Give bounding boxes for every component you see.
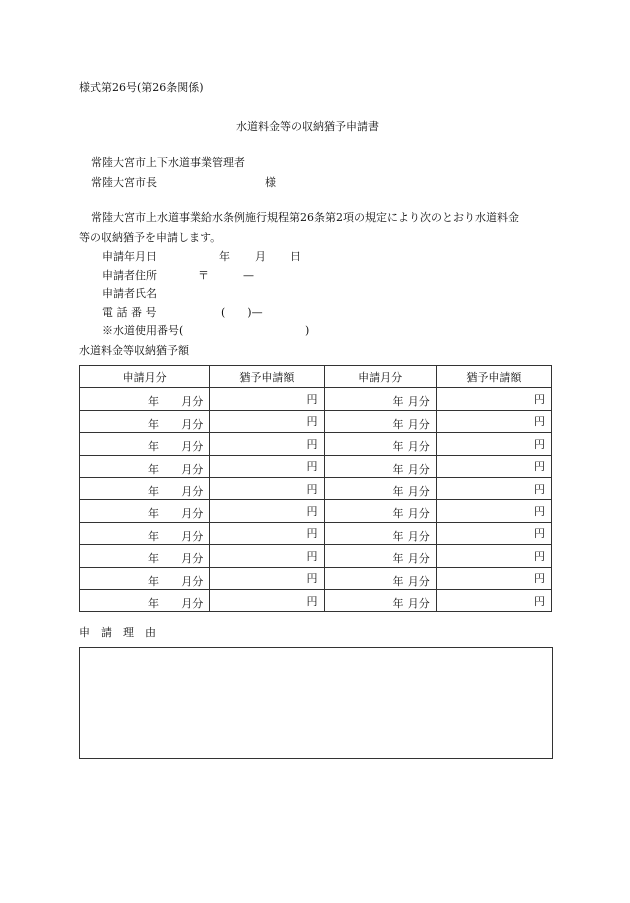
yen-unit: 円 — [534, 527, 545, 541]
year-unit: 年 — [392, 417, 404, 431]
amount-cell-right[interactable] — [436, 567, 551, 589]
amount-cell-left[interactable] — [210, 500, 324, 522]
amount-cell-left[interactable] — [210, 522, 324, 544]
month-cell-right[interactable] — [324, 388, 436, 410]
reason-label — [79, 627, 156, 638]
year-unit: 年 — [392, 395, 404, 409]
month-cell-left[interactable] — [80, 500, 210, 522]
addressee-honorific: 様 — [265, 176, 276, 189]
phone-format: ( )— — [221, 306, 263, 319]
yen-unit: 円 — [306, 460, 318, 474]
yen-unit: 円 — [534, 594, 545, 608]
year-unit: 年 — [392, 529, 404, 543]
year-unit: 年 — [148, 574, 159, 588]
month-cell-right[interactable] — [324, 477, 436, 499]
amount-cell-left[interactable] — [210, 477, 324, 499]
month-unit: 月分 — [407, 484, 430, 498]
month-cell-right[interactable] — [324, 522, 436, 544]
year-unit: 年 — [392, 462, 404, 476]
yen-unit: 円 — [306, 482, 318, 496]
table-row — [80, 522, 552, 544]
amount-cell-left[interactable] — [210, 388, 324, 410]
month-unit: 月分 — [181, 395, 204, 409]
amount-cell-right[interactable] — [436, 522, 551, 544]
month-unit: 月分 — [181, 529, 204, 543]
month-unit: 月分 — [181, 552, 204, 566]
header-month-left: 申請月分 — [80, 366, 210, 388]
month-unit: 月分 — [181, 507, 204, 521]
yen-unit: 円 — [306, 549, 318, 563]
amount-cell-left[interactable] — [210, 545, 324, 567]
yen-unit: 円 — [534, 572, 545, 586]
year-unit: 年 — [392, 440, 404, 454]
year-unit: 年 — [392, 552, 404, 566]
table-row — [80, 545, 552, 567]
yen-unit: 円 — [306, 594, 318, 608]
yen-unit: 円 — [534, 415, 545, 429]
month-cell-left[interactable] — [80, 477, 210, 499]
date-year: 年 — [219, 250, 230, 263]
month-cell-right[interactable] — [324, 589, 436, 611]
form-number: 様式第26号(第26条関係) — [79, 81, 204, 94]
month-unit: 月分 — [407, 529, 430, 543]
yen-unit: 円 — [534, 505, 545, 519]
amount-cell-right[interactable] — [436, 433, 551, 455]
yen-unit: 円 — [306, 415, 318, 429]
month-unit: 月分 — [181, 462, 204, 476]
table-row — [80, 477, 552, 499]
amount-cell-left[interactable] — [210, 433, 324, 455]
month-unit: 月分 — [407, 507, 430, 521]
month-unit: 月分 — [181, 440, 204, 454]
phone-label: 電 話 番 号 — [102, 306, 157, 319]
year-unit: 年 — [148, 395, 159, 409]
month-unit: 月分 — [407, 395, 430, 409]
month-cell-left[interactable] — [80, 388, 210, 410]
year-unit: 年 — [392, 596, 404, 610]
month-cell-left[interactable] — [80, 522, 210, 544]
yen-unit: 円 — [306, 393, 318, 407]
year-unit: 年 — [148, 552, 159, 566]
header-amount-left: 猶予申請額 — [210, 366, 324, 388]
yen-unit: 円 — [306, 437, 318, 451]
header-month-right: 申請月分 — [324, 366, 436, 388]
name-label: 申請者氏名 — [102, 287, 157, 300]
reason-box[interactable] — [79, 647, 553, 759]
yen-unit: 円 — [306, 572, 318, 586]
date-month: 月 — [255, 250, 266, 263]
year-unit: 年 — [148, 440, 159, 454]
water-number-label: ※水道使用番号( — [102, 324, 184, 337]
table-row — [80, 433, 552, 455]
year-unit: 年 — [148, 529, 159, 543]
yen-unit: 円 — [534, 482, 545, 496]
address-label: 申請者住所 — [102, 269, 157, 282]
month-cell-left[interactable] — [80, 589, 210, 611]
body-text-line-2: 等の収納猶予を申請します。 — [79, 231, 222, 244]
table-row — [80, 500, 552, 522]
amount-cell-right[interactable] — [436, 455, 551, 477]
month-unit: 月分 — [407, 596, 430, 610]
table-row — [80, 455, 552, 477]
amount-cell-right[interactable] — [436, 410, 551, 432]
body-text-line-1: 常陸大宮市上水道事業給水条例施行規程第26条第2項の規定により次のとおり水道料金 — [91, 211, 519, 224]
table-row — [80, 410, 552, 432]
deferral-table — [79, 365, 552, 612]
table-row — [80, 388, 552, 410]
month-cell-right[interactable] — [324, 567, 436, 589]
month-cell-right[interactable] — [324, 410, 436, 432]
month-unit: 月分 — [181, 596, 204, 610]
amount-cell-left[interactable] — [210, 589, 324, 611]
yen-unit: 円 — [534, 549, 545, 563]
table-body — [80, 388, 552, 612]
addressee-line-1: 常陸大宮市上下水道事業管理者 — [91, 156, 245, 169]
table-row — [80, 567, 552, 589]
table-row — [80, 589, 552, 611]
amount-cell-right[interactable] — [436, 589, 551, 611]
month-unit: 月分 — [181, 574, 204, 588]
month-cell-right[interactable] — [324, 500, 436, 522]
month-unit: 月分 — [407, 552, 430, 566]
yen-unit: 円 — [534, 393, 545, 407]
year-unit: 年 — [392, 507, 404, 521]
year-unit: 年 — [392, 574, 404, 588]
header-amount-right: 猶予申請額 — [436, 366, 551, 388]
amount-cell-left[interactable] — [210, 567, 324, 589]
yen-unit: 円 — [534, 460, 545, 474]
year-unit: 年 — [148, 417, 159, 431]
date-day: 日 — [290, 250, 301, 263]
yen-unit: 円 — [534, 437, 545, 451]
amount-cell-right[interactable] — [436, 477, 551, 499]
postal-mark: 〒 — [198, 269, 209, 282]
table-header-row — [80, 366, 552, 388]
amount-cell-right[interactable] — [436, 388, 551, 410]
reason-label-text: 申 請 理 由 — [79, 626, 156, 639]
month-cell-right[interactable] — [324, 455, 436, 477]
amount-cell-right[interactable] — [436, 545, 551, 567]
month-cell-left[interactable] — [80, 455, 210, 477]
year-unit: 年 — [148, 596, 159, 610]
month-unit: 月分 — [407, 417, 430, 431]
yen-unit: 円 — [306, 505, 318, 519]
amount-cell-right[interactable] — [436, 500, 551, 522]
month-cell-left[interactable] — [80, 567, 210, 589]
year-unit: 年 — [392, 484, 404, 498]
date-label: 申請年月日 — [102, 250, 157, 263]
amount-cell-left[interactable] — [210, 410, 324, 432]
month-unit: 月分 — [181, 484, 204, 498]
year-unit: 年 — [148, 462, 159, 476]
month-cell-right[interactable] — [324, 433, 436, 455]
month-unit: 月分 — [407, 440, 430, 454]
table-caption: 水道料金等収納猶予額 — [79, 344, 189, 357]
month-cell-left[interactable] — [80, 433, 210, 455]
form-title: 水道料金等の収納猶予申請書 — [236, 120, 379, 133]
month-unit: 月分 — [181, 417, 204, 431]
month-unit: 月分 — [407, 462, 430, 476]
month-unit: 月分 — [407, 574, 430, 588]
month-cell-right[interactable] — [324, 545, 436, 567]
postal-dash: — — [243, 269, 254, 282]
yen-unit: 円 — [306, 527, 318, 541]
month-cell-left[interactable] — [80, 410, 210, 432]
year-unit: 年 — [148, 484, 159, 498]
addressee-line-2: 常陸大宮市長 — [91, 176, 157, 189]
year-unit: 年 — [148, 507, 159, 521]
month-cell-left[interactable] — [80, 545, 210, 567]
amount-cell-left[interactable] — [210, 455, 324, 477]
water-number-close: ) — [305, 324, 310, 337]
